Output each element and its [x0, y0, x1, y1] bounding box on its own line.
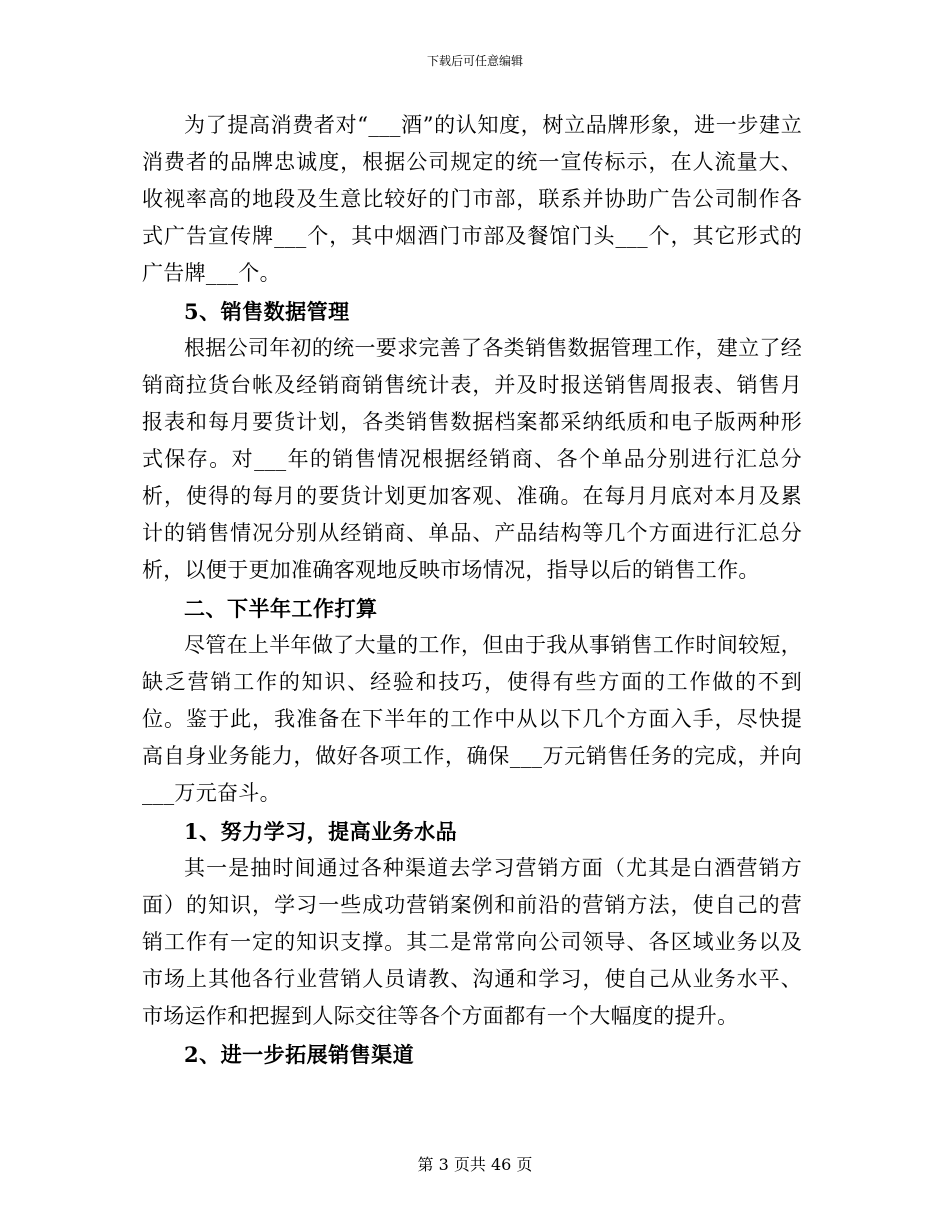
heading-second-half-plan: 二、下半年工作打算	[184, 596, 378, 621]
paragraph-second-half-plan: 尽管在上半年做了大量的工作，但由于我从事销售工作时间较短，缺乏营销工作的知识、经验和技巧，使得有些方面的工作做的不到位。鉴于此，我准备在下半年的工作中从以下几个方面入手，尽快提高自身业务能力，做好各项工作，确保___万元销售任务的完成，并向___万元奋斗。	[142, 633, 802, 805]
document-body	[142, 107, 802, 1073]
paragraph-study: 其一是抽时间通过各种渠道去学习营销方面（尤其是白酒营销方面）的知识，学习一些成功营销案例和前沿的营销方法，使自己的营销工作有一定的知识支撑。其二是常常向公司领导、各区域业务以及市场上其他各行业营销人员请教、沟通和学习，使自己从业务水平、市场运作和把握到人际交往等各个方面都有一个大幅度的提升。	[142, 856, 802, 1028]
paragraph-sales-data: 根据公司年初的统一要求完善了各类销售数据管理工作，建立了经销商拉货台帐及经销商销售统计表，并及时报送销售周报表、销售月报表和每月要货计划，各类销售数据档案都采纳纸质和电子版两种形式保存。对___年的销售情况根据经销商、各个单品分别进行汇总分析，使得的每月的要货计划更加客观、准确。在每月月底对本月及累计的销售情况分别从经销商、单品、产品结构等几个方面进行汇总分析，以便于更加准确客观地反映市场情况，指导以后的销售工作。	[142, 336, 802, 582]
page-header-note: 下载后可任意编辑	[426, 54, 523, 68]
heading-expand-channels: 2、进一步拓展销售渠道	[184, 1042, 415, 1067]
paragraph-advertising: 为了提高消费者对“___酒”的认知度，树立品牌形象，进一步建立消费者的品牌忠诚度，根据公司规定的统一宣传标示，在人流量大、收视率高的地段及生意比较好的门市部，联系并协助广告公司制作各式广告宣传牌___个，其中烟酒门市部及餐馆门头___个，其它形式的广告牌___个。	[142, 113, 802, 285]
page-number: 第 3 页共 46 页	[417, 1155, 533, 1174]
heading-sales-data-management: 5、销售数据管理	[184, 299, 350, 324]
heading-study-hard: 1、努力学习，提高业务水品	[184, 819, 458, 844]
